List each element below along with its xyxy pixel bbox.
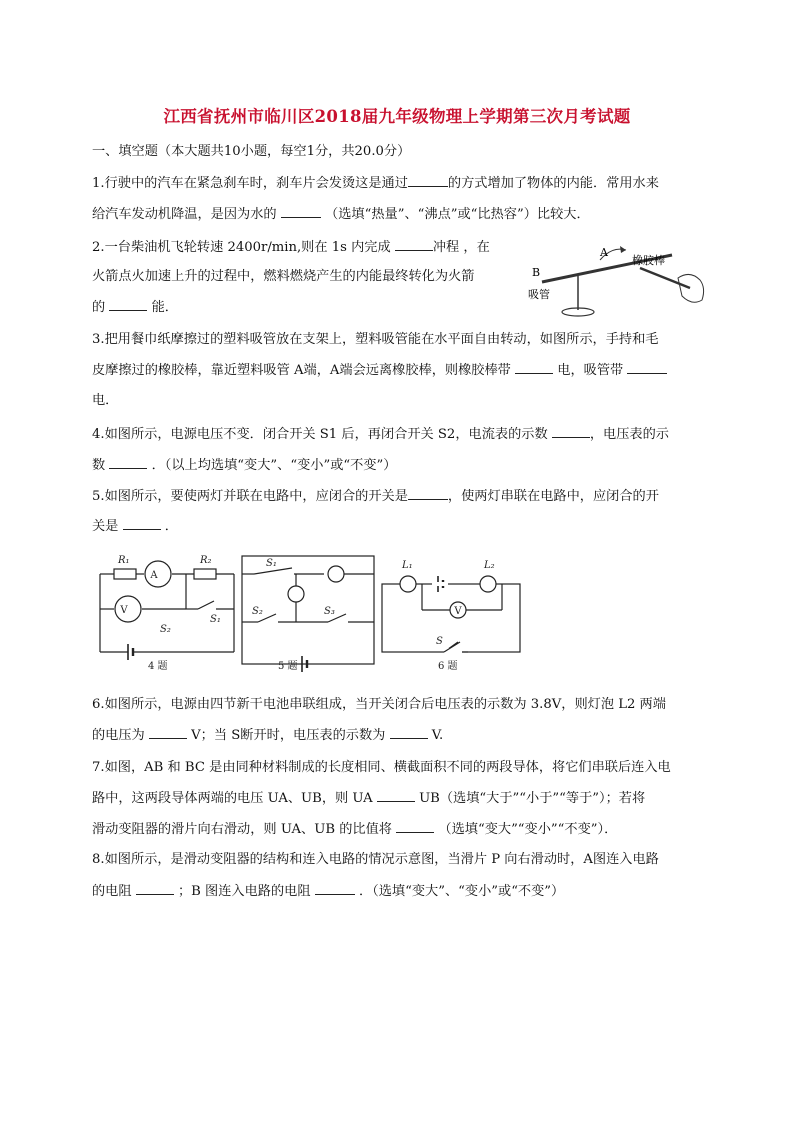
switch-s2-icon [198,601,214,609]
answer-blank[interactable] [123,517,161,530]
question-3-line-3: 电． [92,393,119,408]
question-4-line-2: 数 ．（以上均选填“变大”、“变小”或“不变”） [92,458,397,473]
answer-blank[interactable] [552,425,590,438]
question-5-line-2: 关是 ． [92,519,178,534]
resistor-r2-icon [194,569,216,579]
question-8-line-2: 的电阻 ；B 图连入电路的电阻 ．（选填“变大”、“变小”或“不变”） [92,884,565,899]
answer-blank[interactable] [408,174,448,187]
answer-blank[interactable] [627,361,667,374]
question-4-line-1: 4.如图所示，电源电压不变．闭合开关 S1 后，再闭合开关 S2，电流表的示数 ，电压表的示 [92,427,669,442]
answer-blank[interactable] [136,882,174,895]
page-title: 江西省抚州市临川区2018届九年级物理上学期第三次月考试题 [163,107,631,126]
question-2-line-1: 2.一台柴油机飞轮转速 2400r/min,则在 1s 内完成 冲程 ，在 [92,240,490,255]
label-a: A [600,246,608,259]
answer-blank[interactable] [109,456,147,469]
lamp-l1-icon [400,576,416,592]
section-heading: 一、填空题（本大题共10小题，每空1分，共20.0分） [92,144,411,159]
voltmeter-icon [115,596,141,622]
label-s1-5: S₁ [266,558,277,569]
question-3-line-2: 皮摩擦过的橡胶棒，靠近塑料吸管 A端，A端会远离橡胶棒，则橡胶棒带 电，吸管带 [92,361,667,380]
label-l2: L₂ [484,560,495,571]
caption-5: 5 题 [278,661,298,672]
answer-blank[interactable] [377,789,415,802]
ammeter-icon [145,561,171,587]
answer-blank[interactable] [149,726,187,739]
answer-blank[interactable] [515,361,553,374]
circuit-6 [382,576,520,656]
label-l1: L₁ [402,560,413,571]
arrow-head-icon [620,246,626,253]
answer-blank[interactable] [109,298,147,311]
answer-blank[interactable] [281,205,321,218]
lamp-l2-icon [480,576,496,592]
label-ammeter: A [150,570,158,581]
resistor-r1-icon [114,569,136,579]
question-7-line-2: 路中，这两段导体两端的电压 UA、UB，则 UA UB（选填“大于”“小于”“等于”）；若将 [92,791,646,806]
question-2-line-3: 的 能． [92,300,178,315]
answer-blank[interactable] [390,726,428,739]
lamp-icon [328,566,344,582]
answer-blank[interactable] [396,820,434,833]
label-r2: R₂ [200,555,212,566]
question-7-line-3: 滑动变阻器的滑片向右滑动，则 UA、UB 的比值将 （选填“变大”“变小”“不变”）． [92,822,618,837]
hand-icon [678,274,704,302]
answer-blank[interactable] [408,487,448,500]
question-6-line-1: 6.如图所示，电源由四节新干电池串联组成，当开关闭合后电压表的示数为 3.8V，则灯泡 L2 两端 [92,697,666,712]
label-rod: 橡胶棒 [632,254,665,267]
question-6-line-2: 的电压为 V；当 S断开时，电压表的示数为 V. [92,728,444,743]
question-1-line-1: 1.行驶中的汽车在紧急刹车时，刹车片会发烫这是通过 的方式增加了物体的内能．常用水来 [92,176,659,191]
caption-6: 6 题 [438,661,458,672]
caption-4: 4 题 [148,661,168,672]
answer-blank[interactable] [395,238,433,251]
answer-blank[interactable] [315,882,355,895]
question-8-line-1: 8.如图所示，是滑动变阻器的结构和连入电路的情况示意图，当滑片 P 向右滑动时，A图连入电路 [92,852,659,867]
label-v6: V [454,606,462,617]
label-s1-4: S₁ [210,614,221,625]
lamp-icon [288,586,304,602]
label-b: B [532,266,541,279]
label-straw: 吸管 [528,288,550,301]
label-r1: R₁ [118,555,130,566]
question-7-line-1: 7.如图，AB 和 BC 是由同种材料制成的长度相同、横截面积不同的两段导体，将它们串联后连入电 [92,760,671,775]
straw-rod-figure [520,240,710,330]
label-s3-5: S₃ [324,606,335,617]
label-s6: S [436,636,443,647]
label-s2-5: S₂ [252,606,263,617]
question-5-line-1: 5.如图所示，要使两灯并联在电路中，应闭合的开关是 ，使两灯串联在电路中，应闭合的开 [92,489,659,504]
rubber-rod-icon [640,268,690,288]
label-s2-4: S₂ [160,624,171,635]
question-1-line-2: 给汽车发动机降温，是因为水的 （选填“热量”、“沸点”或“比热容”）比较大． [92,207,590,222]
label-voltmeter: V [120,605,128,616]
question-2-line-2: 火箭点火加速上升的过程中，燃料燃烧产生的内能最终转化为火箭 [92,269,475,284]
circuit-figures [92,548,532,676]
question-3-line-1: 3.把用餐巾纸摩擦过的塑料吸管放在支架上，塑料吸管能在水平面自由转动，如图所示，手持和毛 [92,332,659,347]
